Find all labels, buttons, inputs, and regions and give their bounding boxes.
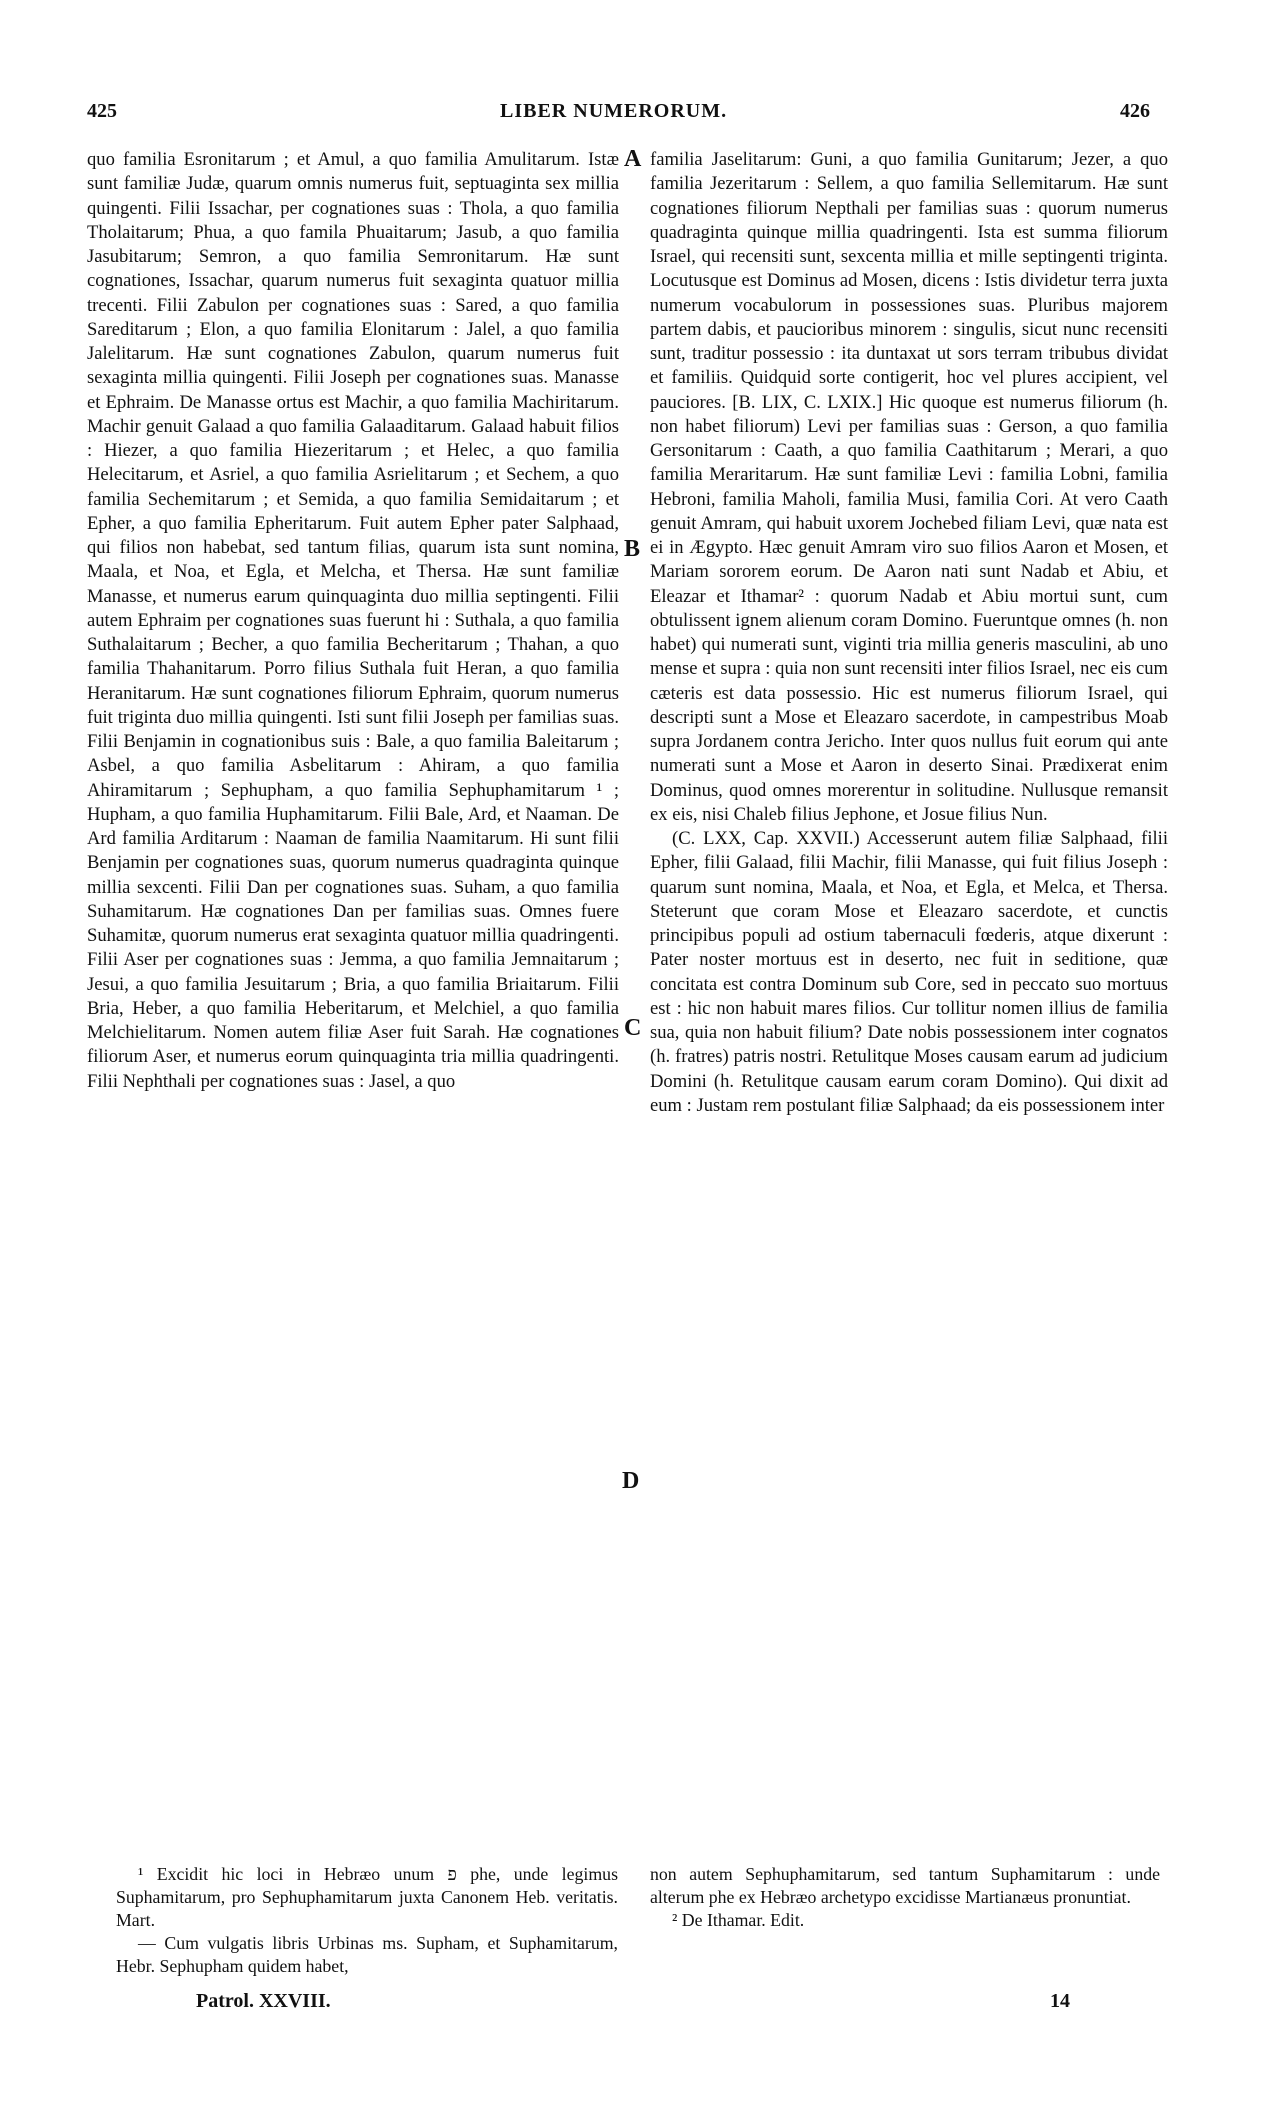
gathering-signature: 14 [1050,1990,1070,2012]
footnote: non autem Sephuphamitarum, sed tantum Suphamitarum : unde alterum phe ex Hebræo archetypo excidisse Martianæus pronuntiat. [650,1864,1160,1907]
right-column [650,148,1168,1118]
margin-letter-c: C [624,1015,642,1041]
margin-letter-d: D [622,1468,640,1494]
footnote: ² De Ithamar. Edit. [672,1910,805,1930]
margin-letter-a: A [624,146,642,172]
right-column-paragraph: (C. LXX, Cap. XXVII.) Accesserunt autem filiæ Salphaad, filii Epher, filii Galaad, filii Machir, filii Manasse, qui fuit filius Joseph : quarum sunt nomina, Maala, et Noa, et Egla, et Melca, et Thersa. Steterunt que coram Mose et Eleazaro sacerdote, et cunctis principibus populi ad ostium tabernaculi fœderis, atque dixerunt : Pater noster mortuus est in deserto, nec fuit in seditione, quæ concitata est contra Dominum sub Core, sed in peccato suo mortuus est : hic non habuit mares filios. Cur tollitur nomen illius de familia sua, quia non habuit filium? Date nobis possessionem inter cognatos (h. fratres) patris nostri. Retulitque Moses causam earum ad judicium Domini (h. Retulitque causam earum coram Domino). Qui dixit ad eum : Justam rem postulant filiæ Salphaad; da eis possessionem inter [650,828,1168,1116]
footnote: — Cum vulgatis libris Urbinas ms. Supham, et Suphamitarum, Hebr. Sephupham quidem habet, [116,1933,618,1976]
left-column [87,148,619,1094]
right-page-number: 426 [1120,100,1150,122]
footnote: ¹ Excidit hic loci in Hebræo unum פ phe, unde legimus Suphamitarum, pro Sephuphamitarum juxta Canonem Heb. veritatis. Mart. [116,1864,618,1930]
running-title: LIBER NUMERORUM. [500,100,728,122]
margin-letter-b: B [624,536,641,562]
series-signature: Patrol. XXVIII. [196,1990,331,2012]
left-column-paragraph: quo familia Esronitarum ; et Amul, a quo familia Amulitarum. Istæ sunt familiæ Judæ, quarum omnis numerus fuit, septuaginta sex millia quingenti. Filii Issachar, per cognationes suas : Thola, a quo familia Tholaitarum; Phua, a quo famila Phuaitarum; Jasub, a quo familia Jasubitarum; Semron, a quo familia Semronitarum. Hæ sunt cognationes, Issachar, quarum numerus fuit sexaginta quatuor millia trecenti. Filii Zabulon per cognationes suas : Sared, a quo familia Sareditarum ; Elon, a quo familia Elonitarum : Jalel, a quo familia Jalelitarum. Hæ sunt cognationes Zabulon, quarum numerus fuit sexaginta millia quingenti. Filii Joseph per cognationes suas. Manasse et Ephraim. De Manasse ortus est Machir, a quo familia Machiritarum. Machir genuit Galaad a quo familia Galaaditarum. Galaad habuit filios : Hiezer, a quo familia Hiezeritarum ; et Helec, a quo familia Helecitarum, et Asriel, a quo familia Asrielitarum ; et Sechem, a quo familia Sechemitarum ; et Semida, a quo familia Semidaitarum ; et Epher, a quo familia Epheritarum. Fuit autem Epher pater Salphaad, qui filios non habebat, sed tantum filias, quarum ista sunt nomina, Maala, et Noa, et Egla, et Melcha, et Thersa. Hæ sunt familiæ Manasse, et numerus earum quinquaginta duo millia septingenti. Filii autem Ephraim per cognationes suas fuerunt hi : Suthala, a quo familia Suthalaitarum ; Becher, a quo familia Becheritarum ; Thahan, a quo familia Thahanitarum. Porro filius Suthala fuit Heran, a quo familia Heranitarum. Hæ sunt cognationes filiorum Ephraim, quorum numerus fuit triginta duo millia quingenti. Isti sunt filii Joseph per familias suas. Filii Benjamin in cognationibus suis : Bale, a quo familia Baleitarum ; Asbel, a quo familia Asbelitarum : Ahiram, a quo familia Ahiramitarum ; Sephupham, a quo familia Sephuphamitarum ¹ ; Hupham, a quo familia Huphamitarum. Filii Bale, Ard, et Naaman. De Ard familia Arditarum : Naaman de familia Naamitarum. Hi sunt filii Benjamin per cognationes suas, quorum numerus quadraginta quinque millia sexcenti. Filii Dan per cognationes suas. Suham, a quo familia Suhamitarum. Hæ cognationes Dan per familias suas. Omnes fuere Suhamitæ, quorum numerus erat sexaginta quatuor millia quadringenti. Filii Aser per cognationes suas : Jemma, a quo familia Jemnaitarum ; Jesui, a quo familia Jesuitarum ; Bria, a quo familia Briaitarum. Filii Bria, Heber, a quo familia Heberitarum, et Melchiel, a quo familia Melchielitarum. Nomen autem filiæ Aser fuit Sarah. Hæ cognationes filiorum Aser, et numerus eorum quinquaginta tria millia quadringenti. Filii Nephthali per cognationes suas : Jasel, a quo [87,149,619,1092]
left-page-number: 425 [87,100,117,122]
right-column-paragraph: familia Jaselitarum: Guni, a quo familia Gunitarum; Jezer, a quo familia Jezeritarum : Sellem, a quo familia Sellemitarum. Hæ sunt cognationes filiorum Nepthali per familias suas : quorum numerus quadraginta quinque millia quadringenti. Ista est summa filiorum Israel, qui recensiti sunt, sexcenta millia et mille septingenti triginta. Locutusque est Dominus ad Mosen, dicens : Istis dividetur terra juxta numerum vocabulorum in possessiones suas. Pluribus majorem partem dabis, et paucioribus minorem : singulis, sicut nunc recensiti sunt, traditur possessio : ita duntaxat ut sors terram tribubus dividat et familiis. Quidquid sorte contigerit, hoc vel plures accipient, vel pauciores. [B. LIX, C. LXIX.] Hic quoque est numerus filiorum (h. non habet filiorum) Levi per familias suas : Gerson, a quo familia Gersonitarum : Caath, a quo familia Caathitarum ; Merari, a quo familia Meraritarum. Hæ sunt familiæ Levi : familia Lobni, familia Hebroni, familia Maholi, familia Musi, familia Cori. At vero Caath genuit Amram, qui habuit uxorem Jochebed filiam Levi, quæ nata est ei in Ægypto. Hæc genuit Amram viro suo filios Aaron et Mosen, et Mariam sororem eorum. De Aaron nati sunt Nadab et Abiu, et Eleazar et Ithamar² : quorum Nadab et Abiu mortui sunt, cum obtulissent ignem alienum coram Domino. Fueruntque omnes (h. non habet) qui numerati sunt, viginti tria millia generis masculini, ab uno mense et supra : quia non sunt recensiti inter filios Israel, nec eis cum cæteris est data possessio. Hic est numerus filiorum Israel, qui descripti sunt a Mose et Eleazaro sacerdote, in campestribus Moab supra Jordanem contra Jericho. Inter quos nullus fuit eorum qui ante numerati sunt a Mose et Aaron in deserto Sinai. Prædixerat enim Dominus, quod omnes morerentur in solitudine. Nullusque remansit ex eis, nisi Chaleb filius Jephone, et Josue filius Nun. [650,149,1168,825]
footnotes-left [116,1863,618,1978]
footnotes-right [650,1863,1160,1932]
